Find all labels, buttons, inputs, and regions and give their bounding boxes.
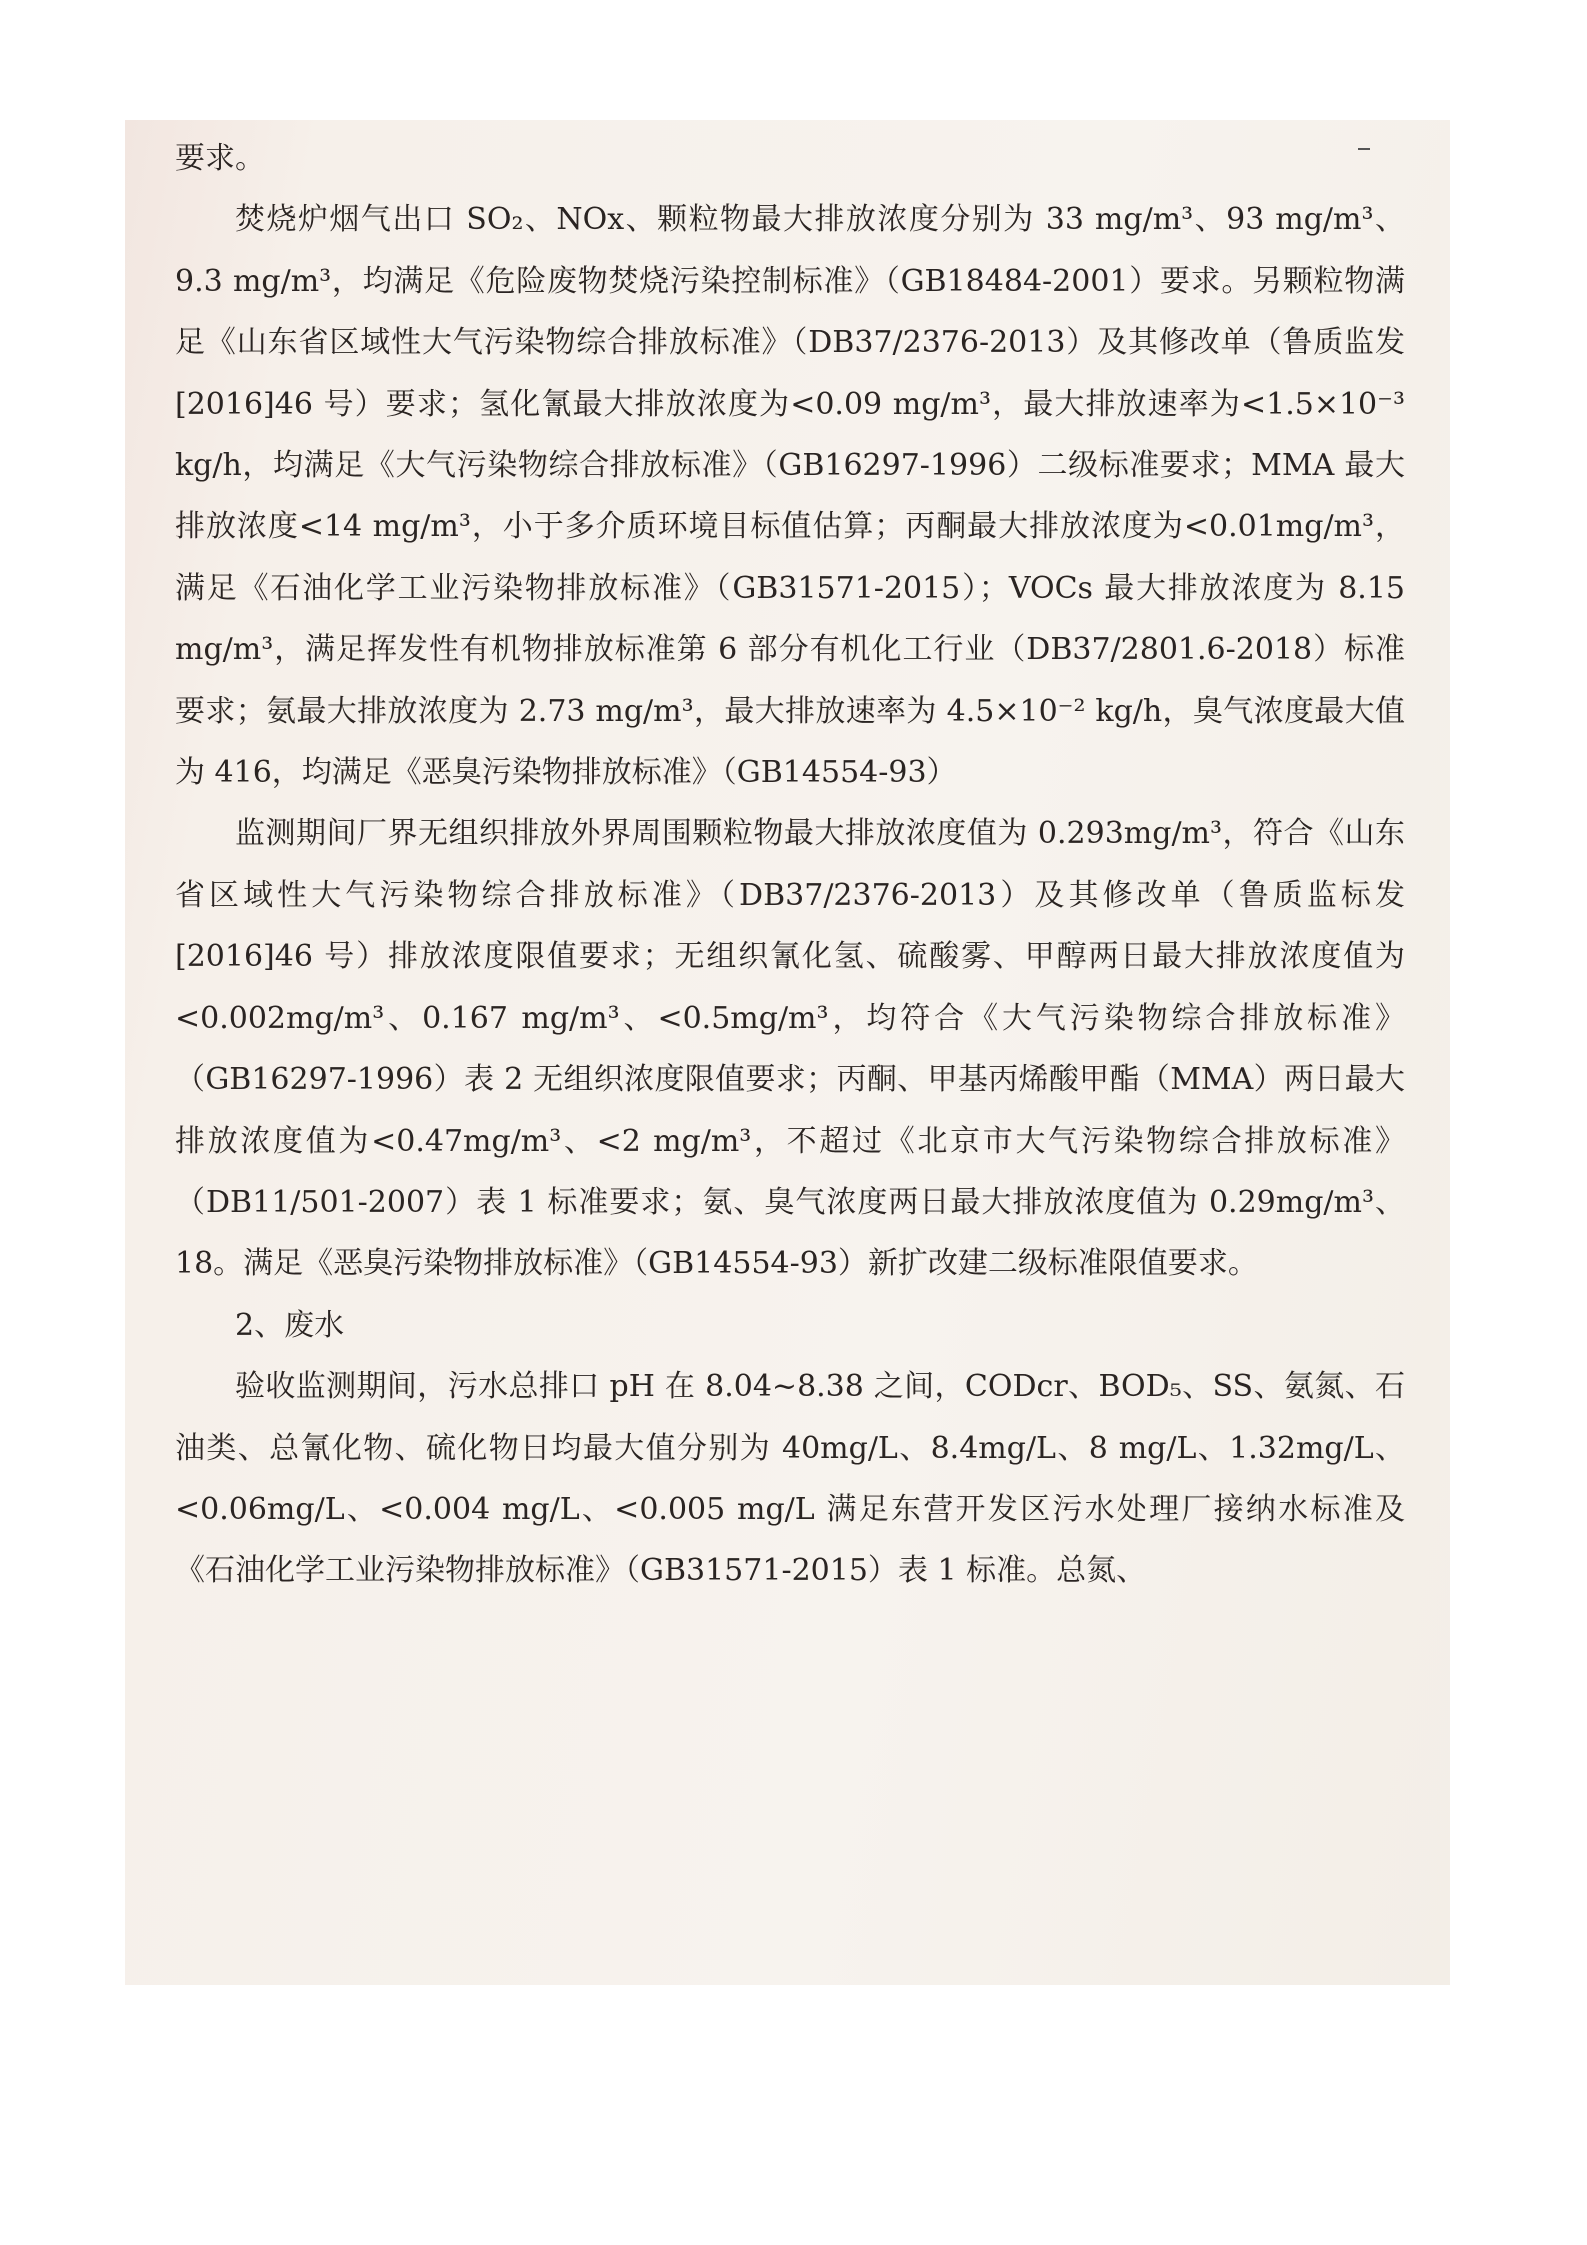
paragraph-wastewater: 验收监测期间，污水总排口 pH 在 8.04~8.38 之间，CODcr、BOD₅、SS、氨氮、石油类、总氰化物、硫化物日均最大值分别为 40mg/L、8.4mg/L、8 mg/L、1.32mg/L、<0.06mg/L、<0.004 mg/L、<0.005 mg/L 满足东营开发区污水处理厂接纳水标准及《石油化学工业污染物排放标准》（GB31571-2015）表 1 标准。总氮、: [175, 1369, 1405, 1589]
scanned-page: [125, 120, 1450, 1985]
document-body: [175, 128, 1405, 1602]
section-heading-wastewater: 2、废水: [235, 1307, 345, 1343]
paragraph-fugitive-emissions: 监测期间厂界无组织排放外界周围颗粒物最大排放浓度值为 0.293mg/m³，符合《山东省区域性大气污染物综合排放标准》（DB37/2376-2013）及其修改单（鲁质监标发[2016]46 号）排放浓度限值要求；无组织氰化氢、硫酸雾、甲醇两日最大排放浓度值为<0.002mg/m³、0.167 mg/m³、<0.5mg/m³，均符合《大气污染物综合排放标准》（GB16297-1996）表 2 无组织浓度限值要求；丙酮、甲基丙烯酸甲酯（MMA）两日最大排放浓度值为<0.47mg/m³、<2 mg/m³，不超过《北京市大气污染物综合排放标准》（DB11/501-2007）表 1 标准要求；氨、臭气浓度两日最大排放浓度值为 0.29mg/m³、18。满足《恶臭污染物排放标准》（GB14554-93）新扩改建二级标准限值要求。: [175, 816, 1405, 1282]
paragraph-continuation: 要求。: [175, 141, 265, 176]
paragraph-incinerator-emissions: 焚烧炉烟气出口 SO₂、NOx、颗粒物最大排放浓度分别为 33 mg/m³、93 mg/m³、9.3 mg/m³，均满足《危险废物焚烧污染控制标准》（GB18484-2001）要求。另颗粒物满足《山东省区域性大气污染物综合排放标准》（DB37/2376-2013）及其修改单（鲁质监发[2016]46 号）要求；氢化氰最大排放浓度为<0.09 mg/m³，最大排放速率为<1.5×10⁻³ kg/h，均满足《大气污染物综合排放标准》（GB16297-1996）二级标准要求；MMA 最大排放浓度<14 mg/m³，小于多介质环境目标值估算；丙酮最大排放浓度为<0.01mg/m³，满足《石油化学工业污染物排放标准》（GB31571-2015）；VOCs 最大排放浓度为 8.15 mg/m³，满足挥发性有机物排放标准第 6 部分有机化工行业（DB37/2801.6-2018）标准要求；氨最大排放浓度为 2.73 mg/m³，最大排放速率为 4.5×10⁻² kg/h，臭气浓度最大值为 416，均满足《恶臭污染物排放标准》（GB14554-93）: [175, 202, 1405, 791]
